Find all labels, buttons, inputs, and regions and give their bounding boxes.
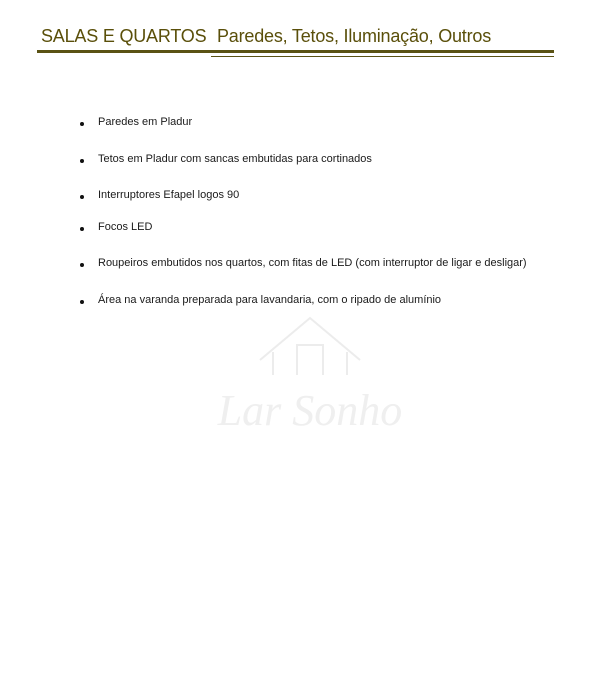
bullet-icon xyxy=(80,263,84,267)
list-item-text: Área na varanda preparada para lavandaria, com o ripado de alumínio xyxy=(98,294,442,306)
list-item-text: Roupeiros embutidos nos quartos, com fitas de LED (com interruptor de ligar e desligar) xyxy=(98,257,527,269)
list-item xyxy=(80,221,580,237)
list-item xyxy=(80,153,580,169)
section-title: SALAS E QUARTOS xyxy=(41,26,207,46)
bullet-icon xyxy=(80,300,84,304)
list-item xyxy=(80,257,580,273)
bullet-icon xyxy=(80,122,84,126)
watermark-text: Lar Sonho xyxy=(217,386,403,435)
list-item-text: Focos LED xyxy=(98,221,153,233)
list-item xyxy=(80,294,580,310)
list-item-text: Paredes em Pladur xyxy=(98,116,193,128)
section-subtitle: Paredes, Tetos, Iluminação, Outros xyxy=(217,26,492,46)
list-item-text: Interruptores Efapel logos 90 xyxy=(98,189,240,201)
bullet-icon xyxy=(80,159,84,163)
list-item xyxy=(80,189,580,205)
bullet-icon xyxy=(80,227,84,231)
bullet-icon xyxy=(80,195,84,199)
list-item-text: Tetos em Pladur com sancas embutidas para cortinados xyxy=(98,153,372,165)
list-item xyxy=(80,116,580,132)
